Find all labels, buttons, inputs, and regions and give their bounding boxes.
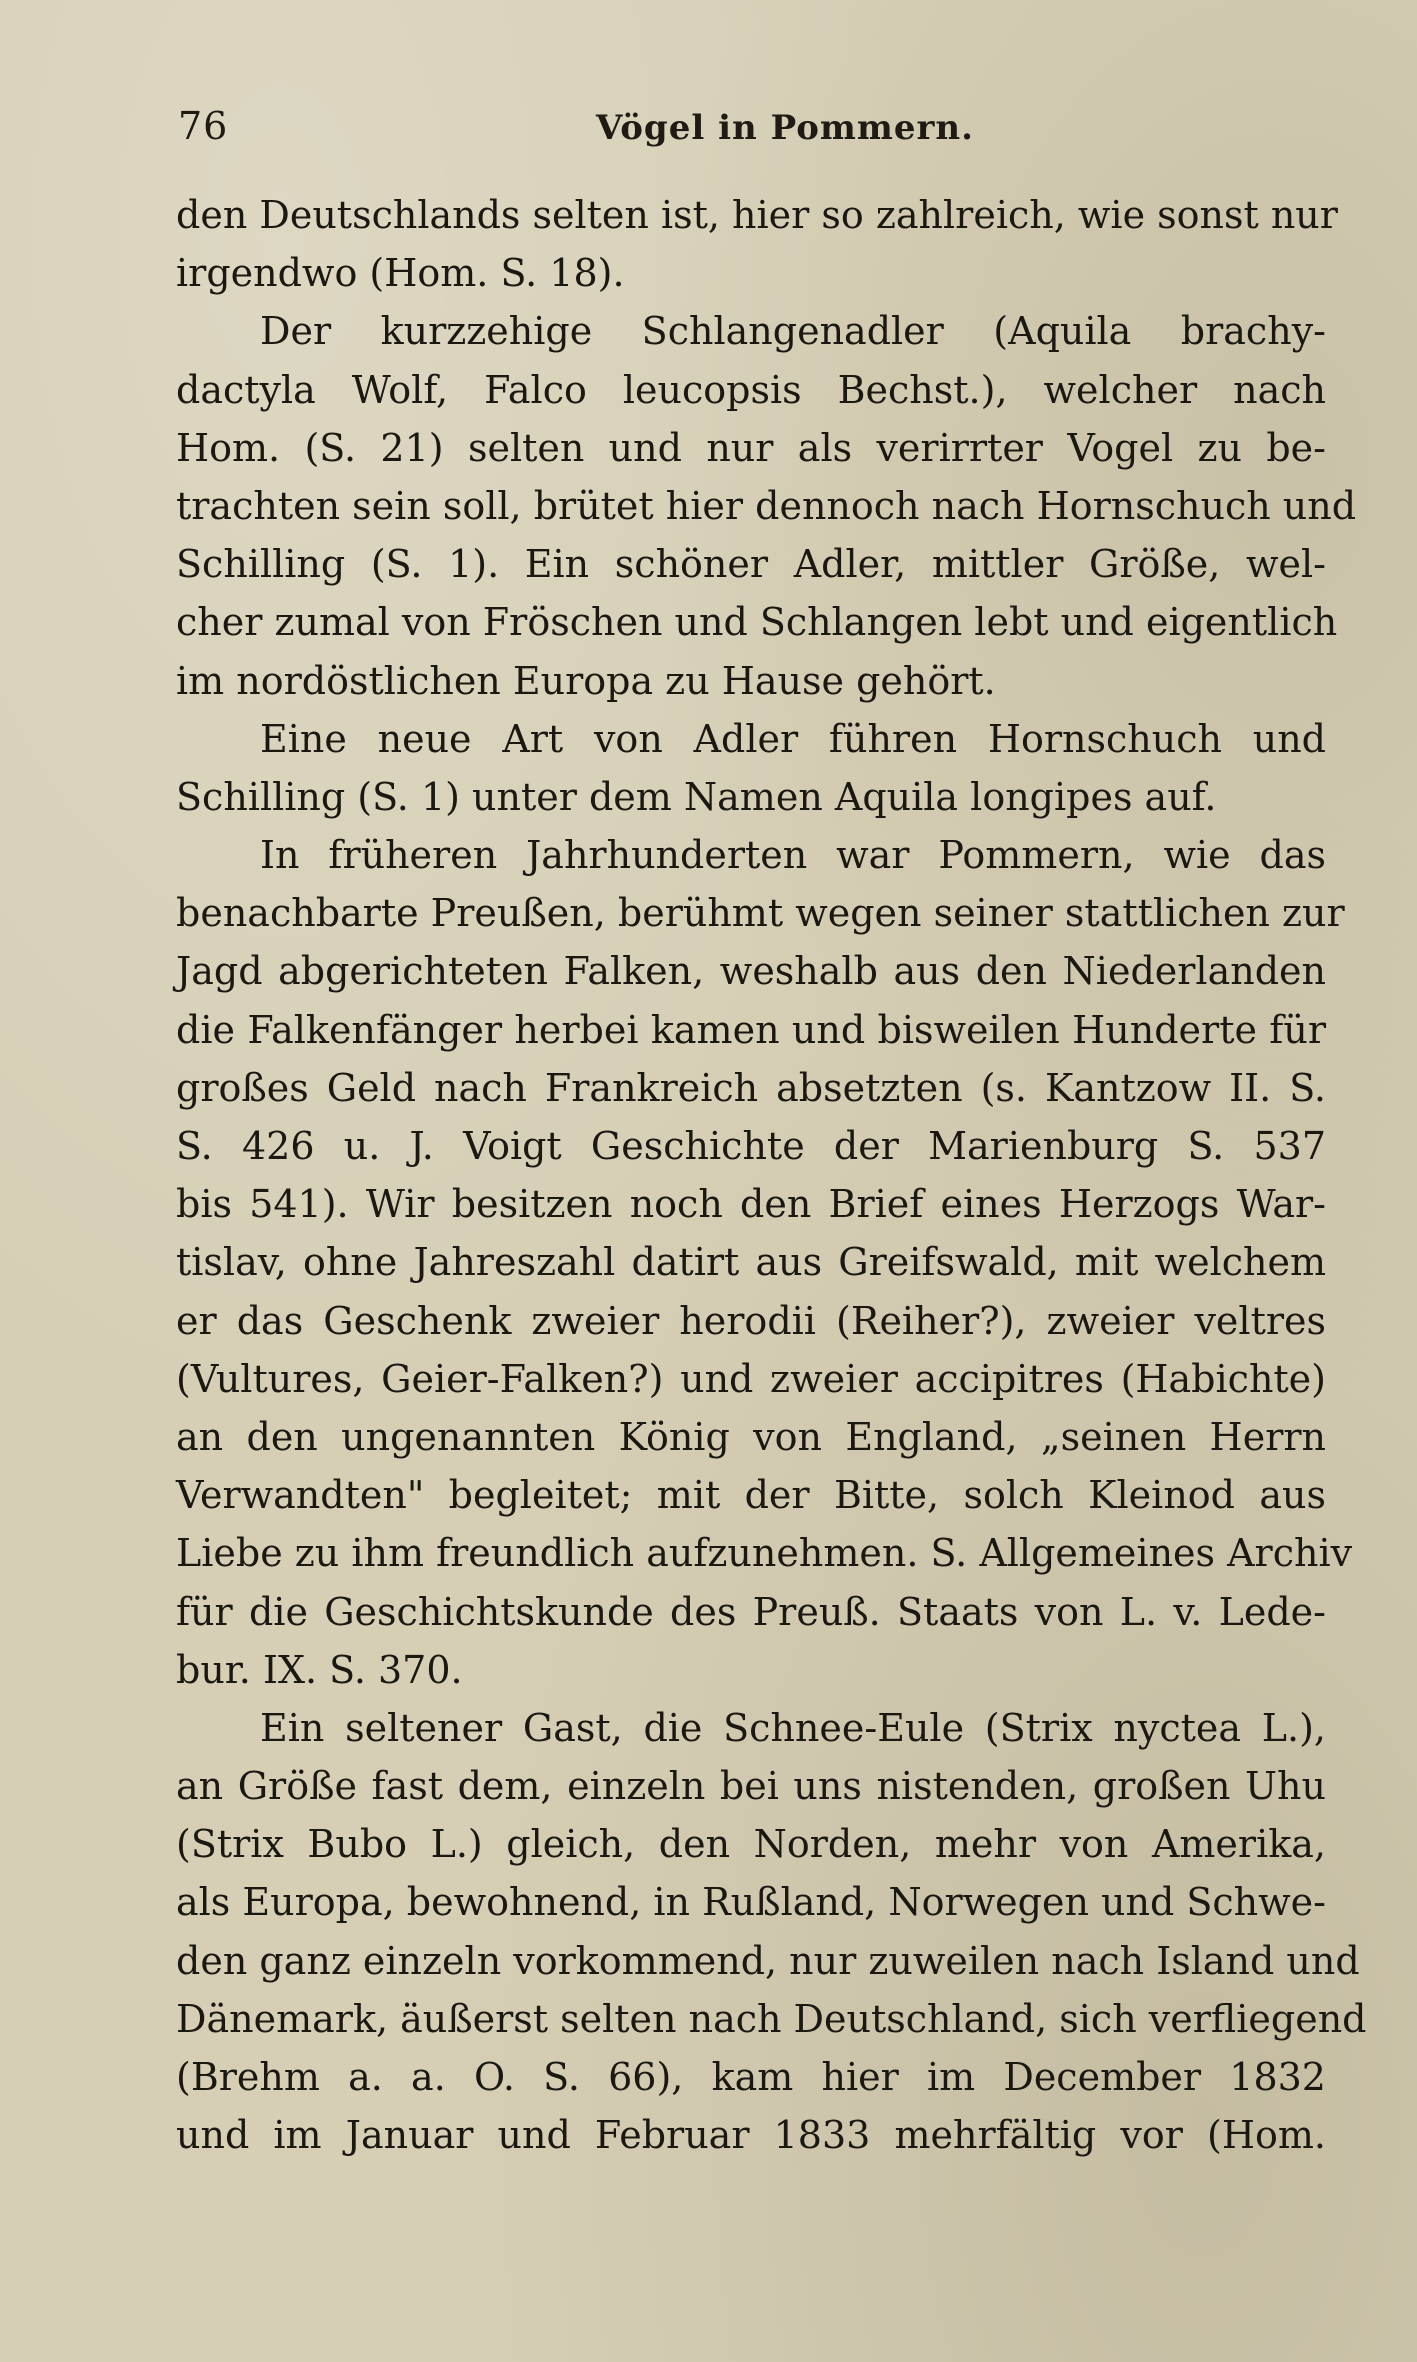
text-line: cher zumal von Fröschen und Schlangen lebt und eigentlich <box>176 600 1338 645</box>
text-line: die Falkenfänger herbei kamen und bisweilen Hunderte für <box>176 1007 1326 1052</box>
text-line: er das Geschenk zweier herodii (Reiher?), zweier veltres <box>176 1298 1326 1343</box>
text-line: In früheren Jahrhunderten war Pommern, wie das <box>260 833 1326 878</box>
text-line: tislav, ohne Jahreszahl datirt aus Greifswald, mit welchem <box>176 1240 1326 1285</box>
text-line: S. 426 u. J. Voigt Geschichte der Marienburg S. 537 <box>176 1124 1326 1168</box>
text-line: bur. IX. S. 370. <box>176 1647 463 1692</box>
text-line: den Deutschlands selten ist, hier so zahlreich, wie sonst nur <box>176 193 1338 237</box>
text-line: Liebe zu ihm freundlich aufzunehmen. S. Allgemeines Archiv <box>176 1531 1353 1576</box>
text-line: im nordöstlichen Europa zu Hause gehört. <box>176 658 996 703</box>
text-line: Ein seltener Gast, die Schnee-Eule (Strix nyctea L.), <box>260 1705 1326 1750</box>
text-line: als Europa, bewohnend, in Rußland, Norwegen und Schwe- <box>176 1880 1327 1925</box>
text-line: Jagd abgerichteten Falken, weshalb aus den Niederlanden <box>176 949 1326 994</box>
text-line: den ganz einzeln vorkommend, nur zuweilen nach Island und <box>176 1938 1360 1983</box>
text-line: Verwandten" begleitet; mit der Bitte, solch Kleinod aus <box>176 1473 1326 1518</box>
text-line: an den ungenannten König von England, „seinen Herrn <box>176 1414 1326 1459</box>
text-line: bis 541). Wir besitzen noch den Brief eines Herzogs War- <box>176 1182 1326 1227</box>
running-title: Vögel in Pommern. <box>596 108 974 148</box>
running-head <box>178 104 1318 164</box>
text-line: trachten sein soll, brütet hier dennoch nach Hornschuch und <box>176 483 1357 528</box>
text-line: dactyla Wolf, Falco leucopsis Bechst.), welcher nach <box>176 367 1326 412</box>
text-line: für die Geschichtskunde des Preuß. Staats von L. v. Lede- <box>176 1589 1326 1634</box>
text-line: (Brehm a. a. O. S. 66), kam hier im December 1832 <box>176 2055 1326 2099</box>
text-line: Schilling (S. 1) unter dem Namen Aquila longipes auf. <box>176 774 1217 819</box>
text-line: an Größe fast dem, einzeln bei uns nistenden, großen Uhu <box>176 1764 1326 1809</box>
text-line: irgendwo (Hom. S. 18). <box>176 251 625 296</box>
text-line: Schilling (S. 1). Ein schöner Adler, mittler Größe, wel- <box>176 542 1326 587</box>
body-text <box>176 186 1367 2164</box>
text-line: (Vultures, Geier-Falken?) und zweier accipitres (Habichte) <box>176 1356 1326 1401</box>
text-line: Eine neue Art von Adler führen Hornschuch und <box>260 716 1326 761</box>
text-line: benachbarte Preußen, berühmt wegen seiner stattlichen zur <box>176 891 1345 936</box>
text-line: Der kurzzehige Schlangenadler (Aquila brachy- <box>260 309 1326 354</box>
page-number: 76 <box>178 104 229 148</box>
text-line: (Strix Bubo L.) gleich, den Norden, mehr von Amerika, <box>176 1822 1326 1867</box>
text-line: großes Geld nach Frankreich absetzten (s. Kantzow II. S. <box>176 1065 1326 1110</box>
text-line: Hom. (S. 21) selten und nur als verirrter Vogel zu be- <box>176 425 1326 470</box>
text-line: und im Januar und Februar 1833 mehrfältig vor (Hom. <box>176 2113 1326 2158</box>
text-line: Dänemark, äußerst selten nach Deutschland, sich verfliegend <box>176 1996 1367 2041</box>
